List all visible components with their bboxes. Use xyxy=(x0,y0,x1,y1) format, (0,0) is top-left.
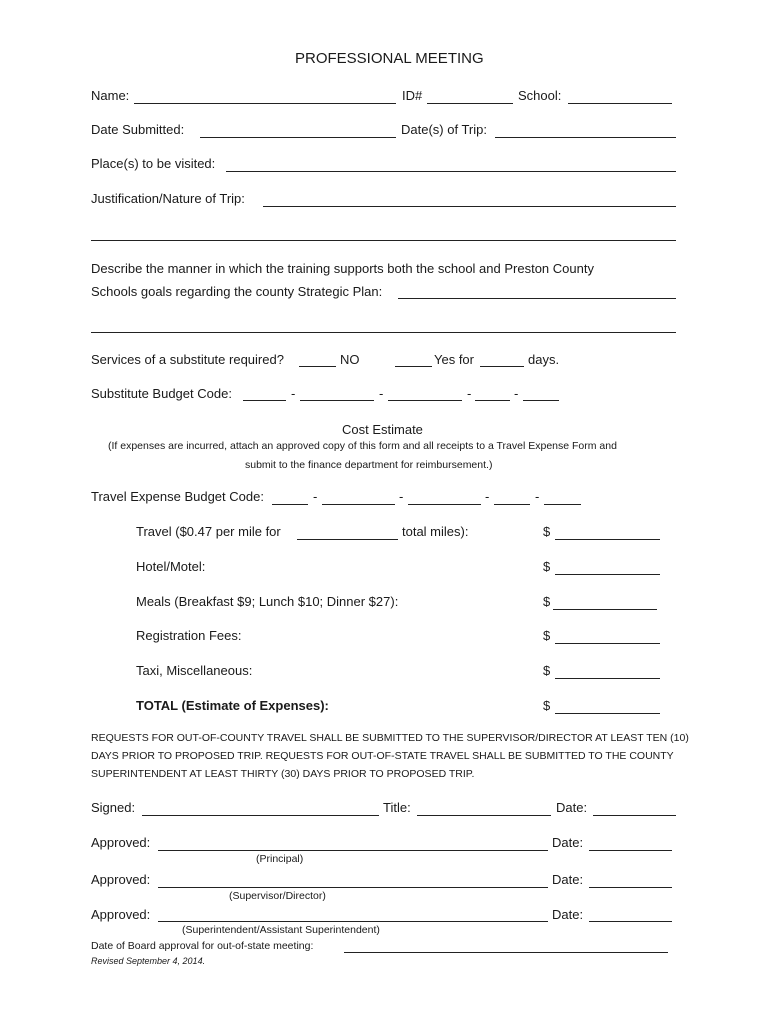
board-approval-label: Date of Board approval for out-of-state meeting: xyxy=(91,940,314,952)
cost-note-line1: (If expenses are incurred, attach an approved copy of this form and all receipts to a Travel Expense Form and xyxy=(108,440,617,452)
sub-budget-code-5[interactable] xyxy=(523,400,559,401)
meals-label: Meals (Breakfast $9; Lunch $10; Dinner $27): xyxy=(136,594,399,609)
superintendent-date-field[interactable] xyxy=(589,921,672,922)
describe-text-line2: Schools goals regarding the county Strategic Plan: xyxy=(91,284,383,299)
id-field[interactable] xyxy=(427,103,513,104)
date-submitted-label: Date Submitted: xyxy=(91,122,185,137)
title-field[interactable] xyxy=(417,815,551,816)
describe-text-line1: Describe the manner in which the training supports both the school and Preston County xyxy=(91,261,594,276)
travel-budget-code-1[interactable] xyxy=(272,504,308,505)
cost-note-line2: submit to the finance department for reimbursement.) xyxy=(245,459,493,471)
currency: $ xyxy=(543,698,551,713)
places-field[interactable] xyxy=(226,171,676,172)
date-submitted-field[interactable] xyxy=(200,137,396,138)
travel-budget-code-2[interactable] xyxy=(322,504,395,505)
justification-field[interactable] xyxy=(263,206,676,207)
name-field[interactable] xyxy=(134,103,396,104)
places-label: Place(s) to be visited: xyxy=(91,156,216,171)
notice-line1: REQUESTS FOR OUT-OF-COUNTY TRAVEL SHALL BE SUBMITTED TO THE SUPERVISOR/DIRECTOR AT LEAST TEN (10) xyxy=(91,732,689,744)
sub-budget-label: Substitute Budget Code: xyxy=(91,386,232,401)
cost-estimate-heading: Cost Estimate xyxy=(342,422,423,437)
substitute-yes-field[interactable] xyxy=(395,366,432,367)
currency: $ xyxy=(543,594,551,609)
superintendent-caption: (Superintendent/Assistant Superintendent) xyxy=(182,924,380,936)
dash: - xyxy=(514,386,519,401)
dash: - xyxy=(313,489,318,504)
signed-date-field[interactable] xyxy=(593,815,676,816)
travel-budget-code-4[interactable] xyxy=(494,504,530,505)
travel-label: Travel ($0.47 per mile for xyxy=(136,524,281,539)
signature-field[interactable] xyxy=(142,815,379,816)
date-label: Date: xyxy=(552,907,584,922)
dates-of-trip-label: Date(s) of Trip: xyxy=(401,122,487,137)
notice-line2: DAYS PRIOR TO PROPOSED TRIP. REQUESTS FOR OUT-OF-STATE TRAVEL SHALL BE SUBMITTED TO THE COUNTY xyxy=(91,750,674,762)
dash: - xyxy=(291,386,296,401)
meals-amount-field[interactable] xyxy=(553,609,657,610)
sub-budget-code-4[interactable] xyxy=(475,400,510,401)
supervisor-date-field[interactable] xyxy=(589,887,672,888)
strategic-plan-field-line2[interactable] xyxy=(91,332,676,333)
dash: - xyxy=(399,489,404,504)
principal-date-field[interactable] xyxy=(589,850,672,851)
dates-of-trip-field[interactable] xyxy=(495,137,676,138)
revised-note: Revised September 4, 2014. xyxy=(91,956,206,966)
dash: - xyxy=(379,386,384,401)
registration-label: Registration Fees: xyxy=(136,628,242,643)
travel-budget-code-3[interactable] xyxy=(408,504,481,505)
dash: - xyxy=(535,489,540,504)
currency: $ xyxy=(543,628,551,643)
principal-caption: (Principal) xyxy=(256,853,304,865)
title-label: Title: xyxy=(383,800,411,815)
signed-label: Signed: xyxy=(91,800,136,815)
registration-amount-field[interactable] xyxy=(555,643,660,644)
superintendent-approval-field[interactable] xyxy=(158,921,548,922)
form-title: PROFESSIONAL MEETING xyxy=(295,50,484,67)
substitute-label: Services of a substitute required? xyxy=(91,352,284,367)
dash: - xyxy=(467,386,472,401)
hotel-amount-field[interactable] xyxy=(555,574,660,575)
supervisor-caption: (Supervisor/Director) xyxy=(229,890,326,902)
approved-label: Approved: xyxy=(91,872,151,887)
approved-label: Approved: xyxy=(91,835,151,850)
travel-amount-field[interactable] xyxy=(555,539,660,540)
currency: $ xyxy=(543,524,551,539)
date-label: Date: xyxy=(552,872,584,887)
travel-miles-field[interactable] xyxy=(297,539,398,540)
approved-label: Approved: xyxy=(91,907,151,922)
substitute-days-field[interactable] xyxy=(480,366,524,367)
id-label: ID# xyxy=(402,88,423,103)
travel-suffix: total miles): xyxy=(402,524,469,539)
dash: - xyxy=(485,489,490,504)
currency: $ xyxy=(543,663,551,678)
board-approval-date-field[interactable] xyxy=(344,952,668,953)
total-label: TOTAL (Estimate of Expenses): xyxy=(136,698,329,713)
total-amount-field[interactable] xyxy=(555,713,660,714)
school-field[interactable] xyxy=(568,103,672,104)
sub-budget-code-2[interactable] xyxy=(300,400,374,401)
hotel-label: Hotel/Motel: xyxy=(136,559,206,574)
school-label: School: xyxy=(518,88,562,103)
sub-budget-code-3[interactable] xyxy=(388,400,462,401)
currency: $ xyxy=(543,559,551,574)
travel-budget-label: Travel Expense Budget Code: xyxy=(91,489,264,504)
date-label: Date: xyxy=(552,835,584,850)
notice-line3: SUPERINTENDENT AT LEAST THIRTY (30) DAYS PRIOR TO PROPOSED TRIP. xyxy=(91,768,475,780)
travel-budget-code-5[interactable] xyxy=(544,504,581,505)
name-label: Name: xyxy=(91,88,130,103)
yes-for-label: Yes for xyxy=(434,352,474,367)
sub-budget-code-1[interactable] xyxy=(243,400,286,401)
justification-label: Justification/Nature of Trip: xyxy=(91,191,245,206)
strategic-plan-field[interactable] xyxy=(398,298,676,299)
principal-approval-field[interactable] xyxy=(158,850,548,851)
substitute-no-field[interactable] xyxy=(299,366,336,367)
days-label: days. xyxy=(528,352,560,367)
taxi-label: Taxi, Miscellaneous: xyxy=(136,663,253,678)
date-label: Date: xyxy=(556,800,588,815)
taxi-amount-field[interactable] xyxy=(555,678,660,679)
supervisor-approval-field[interactable] xyxy=(158,887,548,888)
justification-field-line2[interactable] xyxy=(91,240,676,241)
no-label: NO xyxy=(340,352,360,367)
